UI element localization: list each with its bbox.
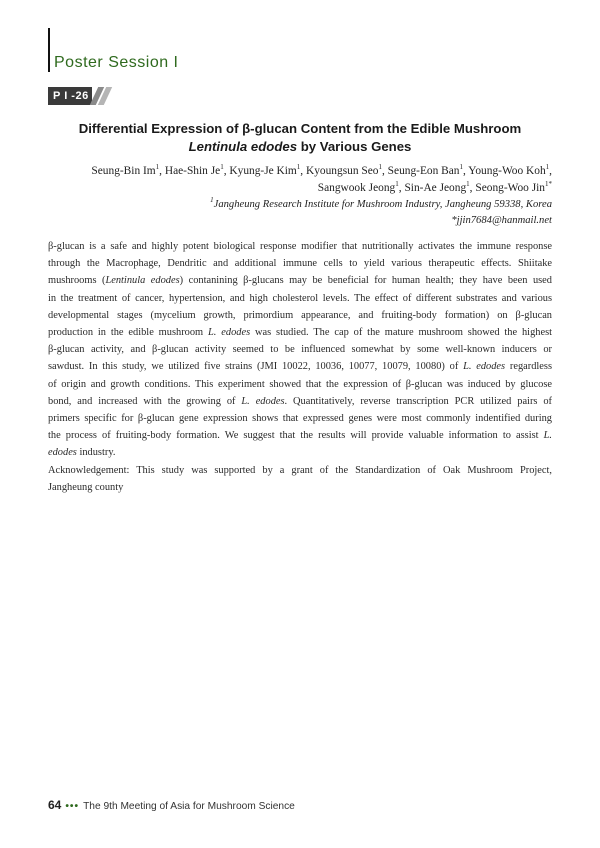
abstract-line: through the Macrophage, Dendritic and additional immune cells to yield various therapeutic effects. Shiitake — [48, 258, 552, 270]
author-separator: , — [159, 165, 165, 177]
page-number: 64 — [48, 798, 62, 812]
affiliation-marker: 1 — [210, 196, 214, 204]
author-separator: , — [463, 165, 469, 177]
species-name: edodes — [48, 447, 77, 459]
author-name: Hae-Shin Je — [164, 165, 221, 177]
abstract-line: of origin and growth conditions. This experiment showed that the expression of β-glucan was induced by glucose — [48, 378, 552, 390]
section-divider-bar — [48, 28, 50, 72]
species-name: Lentinula edodes — [105, 275, 180, 287]
paper-title-rest: by Various Genes — [297, 139, 412, 154]
author-affiliation-marker: 1 — [155, 163, 160, 171]
author-affiliation-marker: 1 — [545, 163, 550, 171]
author-affiliation-marker: 1 — [395, 180, 399, 188]
author-name: Seung-Bin Im — [91, 165, 156, 177]
page-footer — [48, 798, 295, 812]
author-list-line-1 — [48, 163, 552, 180]
abstract-line: sawdust. In this study, we utilized five strains (JMI 10022, 10036, 10077, 10079, 10080) of L. edodes regardless — [48, 361, 552, 373]
author-separator: , — [549, 165, 552, 177]
species-name: L. edodes — [241, 395, 285, 407]
author-name: Sin-Ae Jeong — [404, 182, 467, 194]
footer-dots: ••• — [65, 801, 80, 812]
author-separator: , — [223, 165, 230, 177]
species-name: L. edodes — [208, 327, 251, 339]
abstract-line: edodes industry. — [48, 447, 116, 459]
abstract-line: Jangheung county — [48, 481, 124, 493]
footer-meeting-title: The 9th Meeting of Asia for Mushroom Science — [83, 801, 295, 812]
author-name: Kyoungsun Seo — [306, 165, 379, 177]
session-badge-label: P I -26 — [48, 87, 92, 105]
abstract-line: production in the edible mushroom L. edodes was studied. The cap of the mature mushroom showed the highest — [48, 327, 553, 339]
author-separator: , — [300, 165, 306, 177]
abstract-body — [48, 238, 552, 496]
author-name: Sangwook Jeong — [317, 182, 396, 194]
paper-title-line-2 — [0, 139, 600, 154]
author-separator: , — [398, 182, 405, 194]
abstract-line: β-glucan is a safe and highly potent biological response modifier that nutritionally activates the immune response — [48, 241, 552, 252]
author-separator: , — [469, 182, 476, 194]
abstract-line: developmental stages (mycelium growth, primordium appearance, and fruiting-body formation) on β-glucan — [48, 309, 552, 321]
abstract-line: bond, and increased with the growing of L. edodes. Quantitatively, reverse transcription PCR utilized pairs of — [48, 395, 553, 407]
section-title: Poster Session I — [54, 54, 179, 71]
abstract-line: primers specific for β-glucan gene expression shows that expressed genes were most commonly indentified during — [48, 413, 552, 425]
species-name: L. edodes — [463, 361, 506, 373]
author-name: Kyung-Je Kim — [229, 165, 297, 177]
abstract-line: the process of fruiting-body formation. We suggest that the results will provide valuable information to assist L. — [48, 430, 552, 442]
abstract-line: mushrooms (Lentinula edodes) contanining β-glucans may be beneficial for human health; they have been used — [48, 275, 552, 287]
abstract-line: β-glucan activity, and β-glucan activity seemed to be influenced somewhat by some well-known inducers or — [48, 344, 552, 356]
paper-title-species: Lentinula edodes — [188, 139, 298, 154]
abstract-line: in the treatment of cancer, hypertension, and high cholesterol levels. The effect of different substrates and various — [48, 292, 552, 304]
author-separator: , — [381, 165, 388, 177]
affiliation — [48, 196, 552, 210]
author-list-line-2 — [48, 180, 552, 197]
corresponding-email: *jjin7684@hanmail.net — [451, 215, 552, 226]
affiliation-text: Jangheung Research Institute for Mushroom Industry, Jangheung 59338, Korea — [213, 199, 552, 210]
author-affiliation-marker: 1 — [459, 163, 463, 171]
abstract-line: Acknowledgement: This study was supported by a grant of the Standardization of Oak Mushroom Project, — [48, 464, 552, 476]
session-badge — [48, 87, 106, 105]
author-affiliation-marker: 1 — [378, 163, 382, 171]
species-name: L. — [543, 430, 552, 442]
author-name: Seong-Woo Jin — [475, 182, 545, 194]
author-affiliation-marker: 1* — [545, 180, 552, 188]
author-affiliation-marker: 1 — [466, 180, 470, 188]
author-name: Young-Woo Koh — [468, 165, 546, 177]
author-affiliation-marker: 1 — [296, 163, 301, 171]
paper-title-line-1: Differential Expression of β-glucan Content from the Edible Mushroom — [78, 121, 522, 136]
author-affiliation-marker: 1 — [220, 163, 224, 171]
author-name: Seung-Eon Ban — [387, 165, 460, 177]
